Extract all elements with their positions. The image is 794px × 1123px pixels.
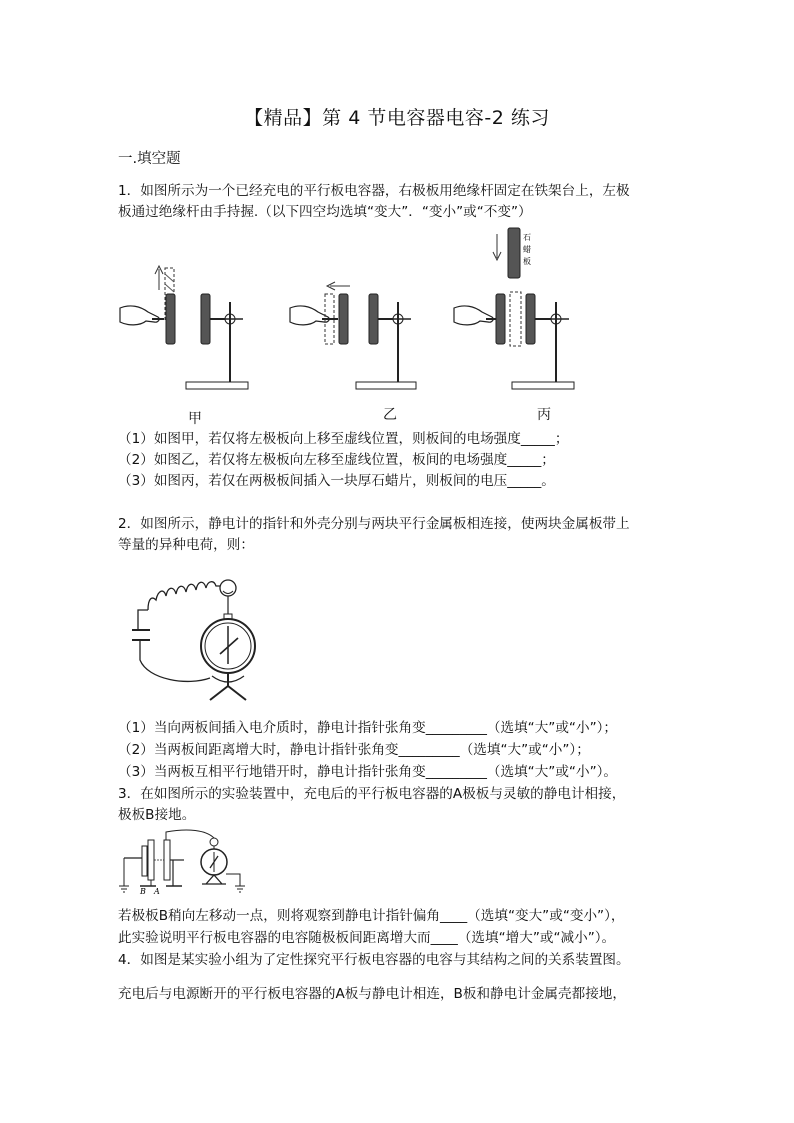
q3-figure-apparatus (118, 822, 253, 900)
section-heading: 一.填空题 (118, 151, 181, 167)
q2-text-line-2: 等量的异种电荷，则： (118, 537, 254, 553)
q1-text-line-2: 板通过绝缘杆由手持握.（以下四空均选填“变大”．“变小”或“不变”） (118, 204, 532, 220)
wax-label-1: 石 (523, 233, 531, 242)
caption-jia: 甲 (188, 411, 202, 427)
caption-bing: 丙 (537, 407, 551, 423)
q1-figure (118, 222, 588, 402)
q3-text-line-3: 若极板B稍向左移动一点，则将观察到静电计指针偏角____（选填“变大”或“变小”）， (118, 908, 625, 924)
figure-jia (120, 266, 248, 389)
q2-text-line-1: 2．如图所示，静电计的指针和外壳分别与两块平行金属板相连接，使两块金属板带上 (118, 516, 630, 532)
q2-sub-2: （2）当两板间距离增大时，静电计指针张角变_________（选填“大”或“小”）； (118, 742, 590, 758)
q1-sub-3: （3）如图丙，若仅在两极板间插入一块厚石蜡片，则板间的电压_____。 (118, 473, 555, 489)
figure-bing (454, 228, 574, 389)
q3-text-line-4: 此实验说明平行板电容器的电容随极板间距离增大而____（选填“增大”或“减小”）。 (118, 930, 616, 946)
wax-label-2: 蜡 (523, 245, 531, 254)
page-title: 【精品】第 4 节电容器电容-2 练习 (244, 107, 550, 129)
label-a: A (154, 887, 160, 896)
wax-label-3: 板 (523, 257, 531, 266)
q2-figure-electrometer (128, 568, 278, 708)
q2-sub-1: （1）当向两板间插入电介质时，静电计指针张角变_________（选填“大”或“小”）； (118, 720, 618, 736)
q1-text-line-1: 1．如图所示为一个已经充电的平行板电容器，右极板用绝缘杆固定在铁架台上，左极 (118, 183, 630, 199)
q4-text-line-2: 充电后与电源断开的平行板电容器的A板与静电计相连，B板和静电计金属壳都接地， (118, 986, 626, 1002)
label-b: B (140, 887, 146, 896)
q2-sub-3: （3）当两板互相平行地错开时，静电计指针张角变_________（选填“大”或“小”）。 (118, 764, 618, 780)
q3-text-line-2: 极板B接地。 (118, 807, 196, 823)
caption-yi: 乙 (383, 407, 397, 423)
q1-sub-1: （1）如图甲，若仅将左极板向上移至虚线位置，则板间的电场强度_____； (118, 431, 569, 447)
q1-sub-2: （2）如图乙，若仅将左极板向左移至虚线位置，板间的电场强度_____； (118, 452, 555, 468)
q3-text-line-1: 3．在如图所示的实验装置中，充电后的平行板电容器的A极板与灵敏的静电计相接， (118, 786, 626, 802)
figure-yi (290, 282, 416, 389)
q4-text-line-1: 4．如图是某实验小组为了定性探究平行板电容器的电容与其结构之间的关系装置图。 (118, 952, 630, 968)
